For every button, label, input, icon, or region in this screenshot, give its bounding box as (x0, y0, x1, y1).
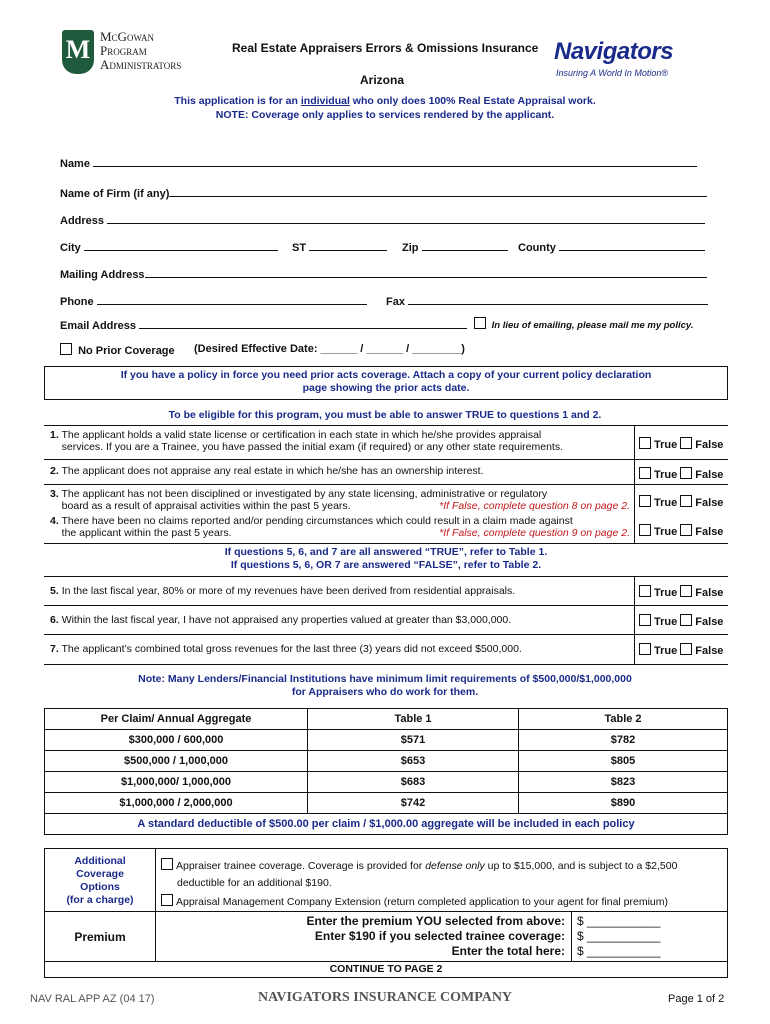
state-field[interactable]: ST (292, 239, 387, 254)
no-prior-coverage-option[interactable] (60, 343, 175, 357)
trainee-fee-field[interactable]: $ ___________ (577, 929, 661, 943)
mcgowan-logo (62, 30, 232, 80)
table-reference-note: If questions 5, 6, and 7 are all answered “TRUE”, refer to Table 1. If questions 5, 6, OR 7 are answered “FALSE”, refer to Table 2. (44, 543, 728, 577)
firm-field[interactable]: Name of Firm (if any) (60, 185, 710, 200)
state-name: Arizona (360, 73, 405, 87)
logo-line-2: Program (100, 43, 147, 58)
county-field[interactable]: County (518, 239, 705, 254)
lenders-note: Note: Many Lenders/Financial Institutions have minimum limit requirements of $500,000/$1,000,000 for Appraisers who do work for them. (138, 673, 632, 698)
question-3: 3. The applicant has not been disciplined or investigated by any state licensing, administrative or regulatory board as a result of appraisal activities within the past 5 years. *If False, complete question 8 on page 2. True False (44, 484, 728, 515)
question-5: 5. In the last fiscal year, 80% or more of my revenues have been derived from residential appraisals. True False (44, 576, 728, 606)
navigators-tagline: Insuring A World In Motion® (556, 68, 669, 78)
page-title: Real Estate Appraisers Errors & Omissions Insurance (232, 41, 539, 55)
city-field[interactable]: City (60, 239, 278, 254)
mail-policy-checkbox[interactable] (474, 317, 486, 329)
amc-extension-option[interactable]: Appraisal Management Company Extension (return completed application to your agent for final premium) (161, 894, 668, 908)
question-1: 1. The applicant holds a valid state license or certification in each state in which he/she provides appraisal services. If you are a Trainee, you have passed the initial exam (if required) or any other state requirements. True False (44, 425, 728, 460)
form-id: NAV RAL APP AZ (04 17) (30, 993, 155, 1005)
premium-instructions: Enter the premium YOU selected from above: Enter $190 if you selected trainee coverage: Enter the total here: (306, 914, 565, 958)
additional-coverage-label: Additional Coverage Options (for a charge) (66, 855, 134, 906)
mail-policy-option[interactable] (474, 317, 694, 331)
premium-label: Premium (74, 930, 126, 944)
rate-table (44, 708, 728, 835)
mailing-address-field[interactable]: Mailing Address (60, 266, 707, 281)
q3-answer[interactable]: True False (634, 485, 729, 515)
table-row: $500,000 / 1,000,000 $653 $805 (45, 751, 728, 772)
question-2: 2. The applicant does not appraise any real estate in which he/she has an ownership interest. True False (44, 459, 728, 485)
address-field[interactable]: Address (60, 212, 710, 227)
phone-field[interactable]: Phone (60, 293, 367, 308)
premium-selected-field[interactable]: $ ___________ (577, 914, 661, 928)
continue-note: CONTINUE TO PAGE 2 (329, 963, 443, 975)
mcgowan-shield-icon: M (62, 30, 94, 74)
fax-field[interactable]: Fax (386, 293, 708, 308)
logo-line-3: Administrators (100, 57, 182, 72)
name-field[interactable]: Name (60, 155, 710, 170)
total-field[interactable]: $ ___________ (577, 944, 661, 958)
q5-answer[interactable]: True False (634, 577, 729, 606)
no-prior-coverage-label: No Prior Coverage (78, 345, 175, 357)
email-field[interactable]: Email Address (60, 317, 467, 332)
additional-coverage-block (44, 848, 728, 978)
question-6: 6. Within the last fiscal year, I have not appraised any properties valued at greater than $3,000,000. True False (44, 605, 728, 635)
rate-table-header: Per Claim/ Annual Aggregate Table 1 Table 2 (45, 709, 728, 730)
table-row: $300,000 / 600,000 $571 $782 (45, 730, 728, 751)
amc-checkbox[interactable] (161, 894, 173, 906)
intro-line: This application is for an individual who only does 100% Real Estate Appraisal work. (174, 95, 596, 107)
eligibility-heading: To be eligible for this program, you must be able to answer TRUE to questions 1 and 2. (168, 409, 602, 421)
premium-amount-fields[interactable] (577, 914, 660, 959)
q6-answer[interactable]: True False (634, 606, 729, 635)
coverage-note: NOTE: Coverage only applies to services rendered by the applicant. (215, 109, 555, 121)
effective-date-field[interactable]: (Desired Effective Date: ______ / ______ / ________) (194, 343, 465, 355)
q4-answer[interactable]: True False (634, 514, 729, 543)
no-prior-coverage-checkbox[interactable] (60, 343, 72, 355)
trainee-checkbox[interactable] (161, 858, 173, 870)
deductible-row: A standard deductible of $500.00 per claim / $1,000.00 aggregate will be included in each policy (45, 814, 728, 835)
trainee-coverage-option[interactable]: Appraiser trainee coverage. Coverage is provided for defense only up to $15,000, and is subject to a $2,500 deductible for an additional $190. (161, 858, 677, 892)
q2-answer[interactable]: True False (634, 460, 729, 485)
table-row: $1,000,000 / 2,000,000 $742 $890 (45, 793, 728, 814)
page-number: Page 1 of 2 (668, 993, 725, 1005)
mail-policy-label: In lieu of emailing, please mail me my policy. (491, 320, 694, 331)
navigators-logo (554, 38, 694, 82)
navigators-wordmark: Navigators (554, 38, 674, 65)
company-footer: NAVIGATORS INSURANCE COMPANY (257, 990, 513, 1005)
zip-field[interactable]: Zip (402, 239, 508, 254)
q7-answer[interactable]: True False (634, 635, 729, 664)
question-4: 4. There have been no claims reported and/or pending circumstances which could result in a claim made against the applicant within the past 5 years. *If False, complete question 9 on page 2. True False (44, 514, 728, 543)
logo-line-1: McGowan (100, 29, 154, 44)
question-7: 7. The applicant’s combined total gross revenues for the last three (3) years did not exceed $500,000. True False (44, 634, 728, 665)
table-row: $1,000,000/ 1,000,000 $683 $823 (45, 772, 728, 793)
q1-answer[interactable]: True False (634, 426, 729, 460)
prior-acts-box: If you have a policy in force you need prior acts coverage. Attach a copy of your current policy declaration page showing the prior acts date. (44, 366, 728, 400)
